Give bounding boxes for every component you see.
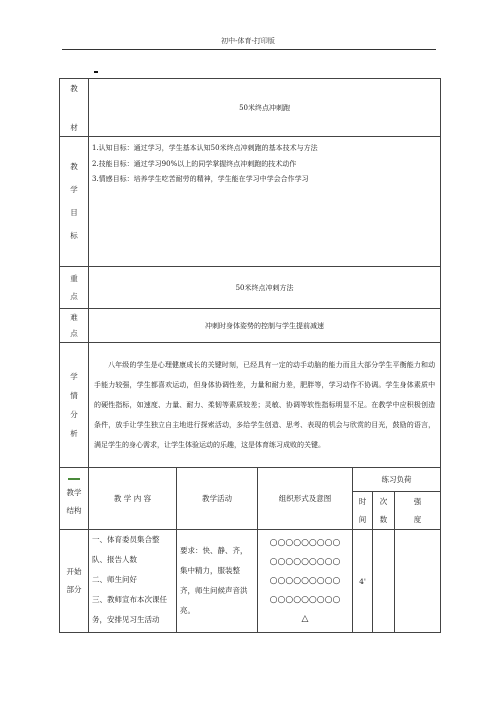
objectives-label: 教 学 目 标 [60,137,89,267]
activity-header: 教学活动 [177,468,258,530]
objectives-row [60,137,441,267]
key-point-row [60,267,441,309]
start-part-activity: 要求：快、静、齐，集中精力，服装整齐，师生问候声音洪亮。 [177,530,258,633]
objective-item: 2.技能目标：通过学习90%以上的同学掌握终点冲刺跑的技术动作 [92,159,297,168]
key-point-content: 50米终点冲刺方法 [89,267,441,309]
start-part-content: 一、体育委员集合整队、报告人数 二、师生问好 三、教师宣布本次课任务，安排见习生活动 [89,530,177,633]
difficulty-content: 冲刺时身体姿势的控制与学生提前减速 [89,309,441,343]
difficulty-label: 难 点 [60,309,89,343]
formation-row: ○○○○○○○○○ [269,575,341,586]
content-header: 教 学 内 容 [89,468,177,530]
material-row [60,79,441,137]
start-part-count [373,530,395,633]
page-header-title: 初中-体育-打印版 [221,37,275,45]
organization-header: 组织形式及意图 [258,468,353,530]
formation-row: ○○○○○○○○○ [269,556,341,567]
lesson-plan-table [59,78,441,633]
teacher-marker: △ [301,613,309,624]
material-label: 教 材 [60,79,89,137]
formation-row: ○○○○○○○○○ [269,537,341,548]
load-header: 练习负荷 [353,468,441,492]
intensity-header: 强 度 [395,492,441,530]
start-part-time: 4' [353,530,373,633]
analysis-label: 学 情 分 析 [60,343,89,468]
analysis-row [60,343,441,468]
formation-row: ○○○○○○○○○ [269,594,341,605]
start-part-row [60,530,441,633]
difficulty-row [60,309,441,343]
analysis-content: 八年级的学生是心理健康成长的关键时刻，已经具有一定的动手动脑的能力而且大部分学生平衡能力和动手能力较强，学生都喜欢运动，但身体协调性差，力量和耐力差，肥胖等，学习动作不协调。学生身体素质中的硬性指标，如速度、力量、耐力、柔韧等素质较差；灵敏、协调等软性指标明显不足。在教学中应积极创造条件，放手让学生独立自主地进行探索活动，多给学生创造、思考、表现的机会与欣赏的目光，鼓励的语言，满足学生的身心需求，让学生体验运动的乐趣，这是体育练习成败的关键。 [89,343,441,468]
header-divider [62,49,436,50]
objective-item: 1.认知目标：通过学习，学生基本认知50米终点冲刺跑的基本技术与方法 [92,144,318,152]
material-content: 50米终点冲刺跑 [89,79,441,137]
start-part-intensity [395,530,441,633]
objectives-content [89,137,441,267]
green-mark [68,478,80,480]
start-part-label: 开始 部分 [60,530,89,633]
key-point-label: 重 点 [60,267,89,309]
objective-item: 3.情感目标：培养学生吃苦耐劳的精神，学生能在学习中学会合作学习 [92,175,309,183]
formation-diagram [258,530,353,633]
lesson-header-row-1 [60,468,441,492]
structure-header: 教学 结构 [60,468,89,530]
decorative-mark [94,71,98,73]
time-header: 时 间 [353,492,373,530]
count-header: 次 数 [373,492,395,530]
